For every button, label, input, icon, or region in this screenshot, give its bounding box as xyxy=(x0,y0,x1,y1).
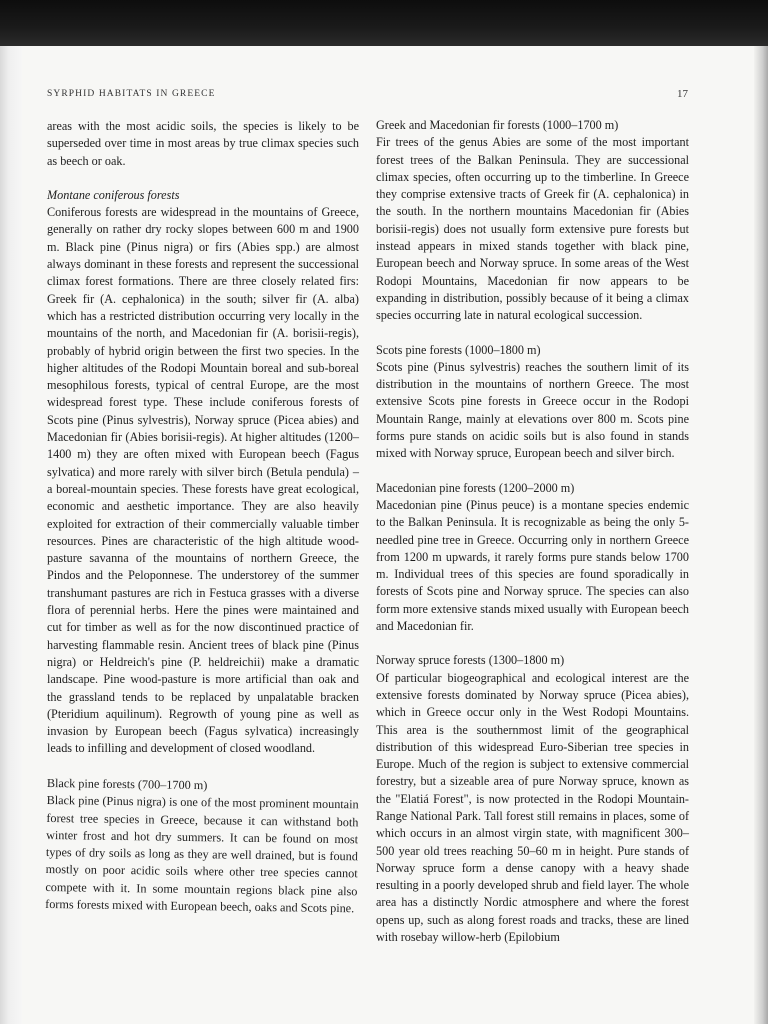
macedonian-heading: Macedonian pine forests (1200–2000 m) xyxy=(376,480,575,495)
fir-heading: Greek and Macedonian fir forests (1000–1700 m) xyxy=(376,118,619,132)
right-column xyxy=(376,117,689,946)
left-column xyxy=(45,118,359,916)
black-pine-heading: Black pine forests (700–1700 m) xyxy=(46,775,208,792)
intro-paragraph: areas with the most acidic soils, the species is likely to be superseded over time in most areas by true climax species such as beech or oak. xyxy=(47,119,359,168)
page-gutter-shadow xyxy=(754,46,768,1024)
spruce-heading: Norway spruce forests (1300–1800 m) xyxy=(376,653,565,668)
montane-paragraph: Coniferous forests are widespread in the mountains of Greece, generally on rather dry rocky slopes between 600 m and 1900 m. Black pine (Pinus nigra) or firs (Abies spp.) are almost always dominant in these forests and represent the successional climax forest formations. There are three closely related firs: Greek fir (A. cephalonica) in the south; silver fir (A. alba) which has a restricted distribution occurring very locally in the mountains of the north, and Macedonian fir (A. borisii-regis), probably of hybrid origin between the first two species. In the higher altitudes of the Rodopi Mountain boreal and sub-boreal mesophilous forests, typical of central Europe, are the most widespread forest type. These include coniferous forests of Scots pine (Pinus sylvestris), Norway spruce (Picea abies) and Macedonian fir (Abies borisii-regis). At higher altitudes (1200–1400 m) they are often mixed with European beech (Fagus sylvatica) and more rarely with silver birch (Betula pendula) – a boreal-mountain species. These forests have great ecological, economic and aesthetic importance. They are also heavily exploited for extraction of their commercially valuable timber resources. Pines are characteristic of the high altitude wood-pasture savanna of the mountains of northern Greece, the Pindos and the Peloponnese. The understorey of the summer transhumant pastures are rich in Festuca grasses with a diverse flora of perennial herbs. Here the pines were maintained and cut for timber as well as for the now discontinued practice of harvesting flammable resin. Ancient trees of black pine (Pinus nigra) or Heldreich's pine (P. heldreichii) make a dramatic landscape. Pine wood-pasture is more artificial than oak and the grassland tends to be replaced by unpalatable bracken (Pteridium aquilinum). Regrowth of young pine as well as invasion by European beech (Fagus sylvatica) increasingly leads to infilling and development of closed woodland. xyxy=(47,205,359,756)
scots-paragraph: Scots pine (Pinus sylvestris) reaches the southern limit of its distribution in the mountains of northern Greece. The most extensive Scots pine forests in Greece occur in the Rodopi Mountain Range, mainly at elevations over 800 m. Scots pine forms pure stands on acidic soils but is also found in stands mixed with Norway spruce, European beech and silver birch. xyxy=(376,359,689,461)
book-page xyxy=(22,46,754,1024)
spruce-paragraph: Of particular biogeographical and ecological interest are the extensive forests dominated by Norway spruce (Picea abies), which in Greece occur only in the West Rodopi Mountains. This area is the southernmost limit of the geographical distribution of this widespread Euro-Siberian tree species in Europe. Much of the region is subject to extensive commercial forestry, but a sizeable area of pure Norway spruce, known as the "Elatiá Forest", is now protected in the Rodopi Mountain-Range National Park. Tall forest still remains in places, some of which occurs in an almost virgin state, with magnificent 300–500 year old trees reaching 50–60 m in height. Pure stands of Norway spruce form a dense canopy with a heavy shade resulting in a poorly developed shrub and field layer. The whole area has a distinctly Nordic atmosphere and where the forest opens up, such as along forest roads and tracks, these are lined with rosebay willow-herb (Epilobium xyxy=(376,670,689,945)
running-head: SYRPHID HABITATS IN GREECE xyxy=(47,89,216,99)
scanner-top-shadow xyxy=(0,0,768,46)
previous-page-edge xyxy=(0,46,23,1024)
macedonian-paragraph: Macedonian pine (Pinus peuce) is a montane species endemic to the Balkan Peninsula. It is recognizable as being the only 5-needled pine tree in Greece. Occurring only in northern Greece from 1200 m upwards, it rarely forms pure stands below 1700 m. Individual trees of this species are found sporadically in forests of Scots pine and Norway spruce. The species can also form more extensive stands mixed usually with European beech and Macedonian fir. xyxy=(376,497,689,634)
montane-heading: Montane coniferous forests xyxy=(47,187,180,202)
scots-heading: Scots pine forests (1000–1800 m) xyxy=(376,342,541,357)
black-pine-section xyxy=(45,775,359,918)
page-number: 17 xyxy=(677,88,688,100)
black-pine-paragraph: Black pine (Pinus nigra) is one of the most prominent mountain forest tree species in Greece, because it can withstand both winter frost and hot dry summers. It can be found on most types of dry soils as long as they are well drained, but is found mostly on poor acidic soils where other tree species cannot compete with it. In some mountain regions black pine also forms forests mixed with European beech, oaks and Scots pine. xyxy=(45,792,359,916)
fir-paragraph: Fir trees of the genus Abies are some of the most important forest trees of the Balkan Peninsula. They are successional climax species, often occurring up to the timberline. In Greece they comprise extensive tracts of Greek fir (A. cephalonica) in the south. In the northern mountains Macedonian fir (Abies borisii-regis) does not usually form extensive pure forests but instead appears in mixed stands together with black pine, European beech and Norway spruce. In some areas of the West Rodopi Mountains, Macedonian fir now appears to be expanding in distribution, possibly because of it being a climax species occurring late in natural ecological succession. xyxy=(376,135,689,323)
